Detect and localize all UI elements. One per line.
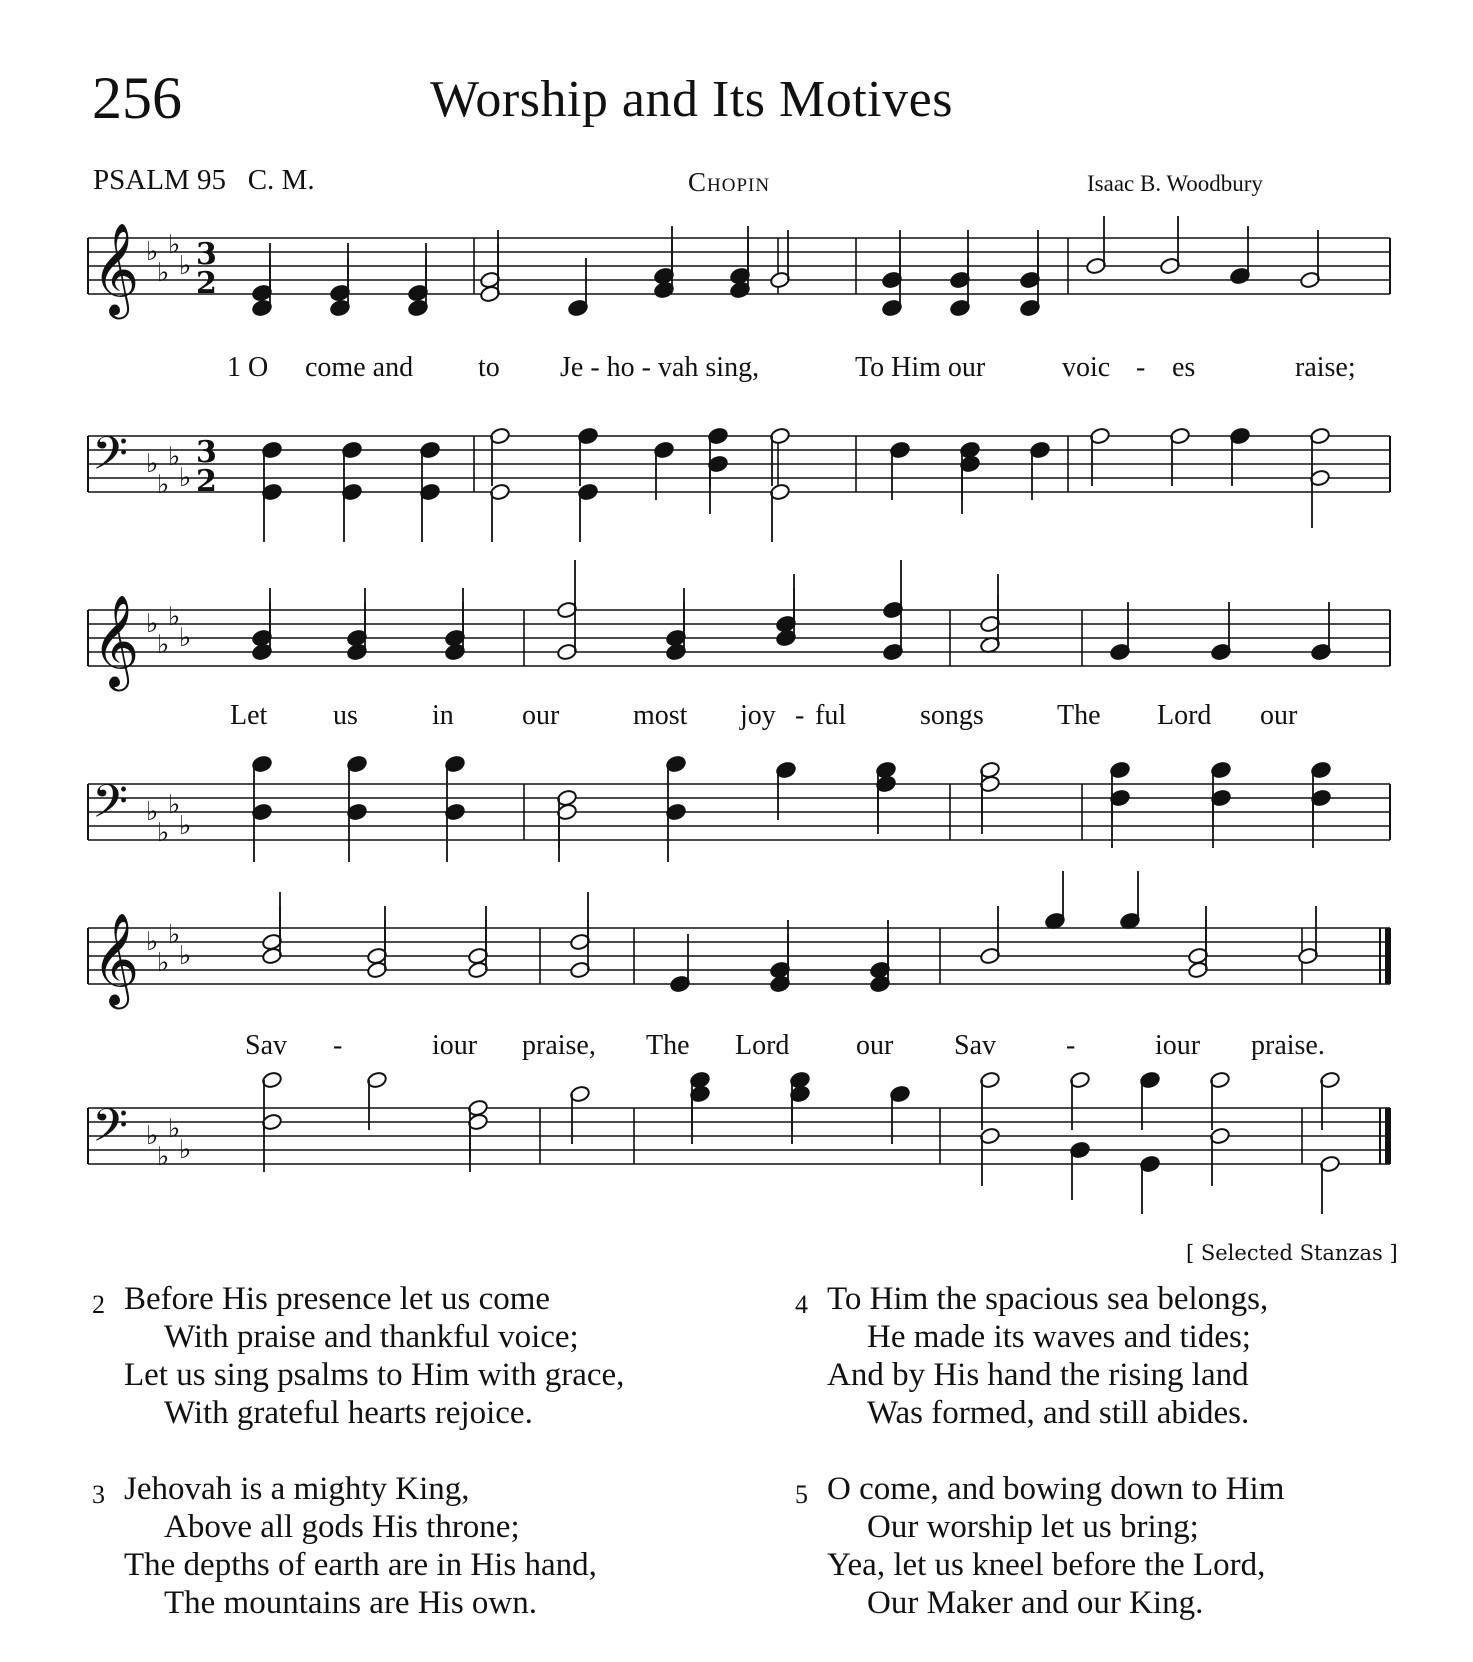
stanza-2 — [92, 1280, 732, 1440]
stanza-line: To Him the spacious sea belongs, — [827, 1281, 1269, 1317]
flat-sign: ♭ — [179, 1135, 192, 1165]
treble-clef: 𝄞 — [92, 594, 140, 687]
flat-sign: ♭ — [179, 251, 192, 281]
lyric-syllable: praise. — [1251, 1030, 1325, 1061]
lyric-syllable: Sav — [954, 1030, 996, 1061]
stanza-line: With praise and thankful voice; — [164, 1319, 579, 1355]
lyric-syllable: iour — [1155, 1030, 1201, 1061]
stanza-line: Our worship let us bring; — [867, 1509, 1199, 1545]
flat-sign: ♭ — [157, 948, 170, 978]
stanza-3 — [92, 1470, 732, 1630]
lyric-syllable: The — [1057, 700, 1101, 731]
psalm-label: PSALM 95 — [93, 164, 226, 196]
stanza-line: Let us sing psalms to Him with grace, — [124, 1357, 625, 1393]
flat-sign: ♭ — [146, 449, 159, 479]
time-signature-bottom: 2 — [196, 464, 217, 499]
bass-clef: 𝄢 — [92, 427, 129, 492]
flat-sign: ♭ — [157, 818, 170, 848]
stanza-4 — [795, 1280, 1435, 1440]
lyric-syllable: Lord — [1157, 700, 1212, 731]
flat-sign: ♭ — [146, 237, 159, 267]
flat-sign: ♭ — [157, 470, 170, 500]
lyric-syllable: our — [1260, 700, 1298, 731]
lyric-syllable: Let — [230, 700, 268, 731]
lyric-syllable: Lord — [735, 1030, 790, 1061]
lyric-syllable: The — [646, 1030, 690, 1061]
meter-label: C. M. — [247, 164, 315, 196]
tune-name: Chopin — [688, 167, 771, 197]
stanza-number: 2 — [92, 1290, 105, 1319]
treble-clef: 𝄞 — [92, 912, 140, 1005]
stanza-line: Before His presence let us come — [124, 1281, 551, 1317]
stanza-line: O come, and bowing down to Him — [827, 1471, 1285, 1507]
lyric-syllable: our — [522, 700, 560, 731]
flat-sign: ♭ — [157, 630, 170, 660]
lyric-syllable: praise, — [522, 1030, 596, 1061]
stanza-line: Our Maker and our King. — [867, 1585, 1204, 1621]
stanza-line: With grateful hearts rejoice. — [164, 1395, 533, 1431]
time-signature-bottom: 2 — [196, 266, 217, 301]
flat-sign: ♭ — [168, 1114, 181, 1144]
lyric-syllable: - — [1066, 1030, 1076, 1061]
lyric-syllable: come and — [305, 352, 414, 383]
lyric-syllable: songs — [920, 700, 984, 731]
flat-sign: ♭ — [179, 623, 192, 653]
flat-sign: ♭ — [146, 1121, 159, 1151]
composer-name: Isaac B. Woodbury — [1087, 171, 1263, 196]
flat-sign: ♭ — [179, 941, 192, 971]
lyric-syllable: - — [1136, 352, 1146, 383]
flat-sign: ♭ — [179, 463, 192, 493]
stanza-5 — [795, 1470, 1435, 1630]
flat-sign: ♭ — [168, 790, 181, 820]
lyric-syllable: raise; — [1295, 352, 1356, 383]
lyric-syllable: Sav — [245, 1030, 287, 1061]
flat-sign: ♭ — [146, 927, 159, 957]
lyric-syllable: our — [856, 1030, 894, 1061]
stanza-number: 4 — [795, 1290, 808, 1319]
flat-sign: ♭ — [146, 797, 159, 827]
lyric-syllable: es — [1172, 352, 1196, 383]
lyric-syllable: joy — [740, 700, 776, 731]
flat-sign: ♭ — [179, 811, 192, 841]
hymn-title: Worship and Its Motives — [430, 71, 953, 128]
lyric-syllable: Je - ho - vah sing, — [560, 352, 760, 383]
stanza-line: Yea, let us kneel before the Lord, — [827, 1547, 1266, 1583]
hymn-number: 256 — [92, 65, 182, 131]
bass-clef: 𝄢 — [92, 775, 129, 840]
stanza-line: He made its waves and tides; — [867, 1319, 1251, 1355]
stanza-line: Was formed, and still abides. — [867, 1395, 1250, 1431]
stanza-number: 5 — [795, 1480, 808, 1509]
flat-sign: ♭ — [168, 442, 181, 472]
lyric-syllable: in — [432, 700, 454, 731]
lyric-syllable: - — [795, 700, 805, 731]
lyric-syllable: us — [333, 700, 358, 731]
lyric-syllable: most — [633, 700, 688, 731]
lyric-syllable: voic — [1062, 352, 1111, 383]
lyric-syllable: to — [478, 352, 500, 383]
lyric-syllable: 1 O — [227, 352, 269, 383]
time-signature-top: 3 — [196, 237, 217, 272]
time-signature-top: 3 — [196, 435, 217, 470]
lyric-syllable: - — [333, 1030, 343, 1061]
flat-sign: ♭ — [157, 258, 170, 288]
lyric-syllable: ful — [815, 700, 847, 731]
flat-sign: ♭ — [168, 230, 181, 260]
stanza-line: Jehovah is a mighty King, — [124, 1471, 470, 1507]
flat-sign: ♭ — [157, 1142, 170, 1172]
lyric-syllable: iour — [432, 1030, 478, 1061]
bass-clef: 𝄢 — [92, 1099, 129, 1164]
stanza-line: Above all gods His throne; — [164, 1509, 520, 1545]
lyric-syllable: To Him our — [855, 352, 986, 383]
stanza-number: 3 — [92, 1480, 105, 1509]
treble-clef: 𝄞 — [92, 222, 140, 315]
flat-sign: ♭ — [168, 602, 181, 632]
stanza-line: The depths of earth are in His hand, — [124, 1547, 597, 1583]
stanza-line: The mountains are His own. — [164, 1585, 538, 1621]
selected-stanzas-note: [ Selected Stanzas ] — [1186, 1241, 1398, 1265]
stanza-line: And by His hand the rising land — [827, 1357, 1249, 1393]
flat-sign: ♭ — [168, 920, 181, 950]
flat-sign: ♭ — [146, 609, 159, 639]
